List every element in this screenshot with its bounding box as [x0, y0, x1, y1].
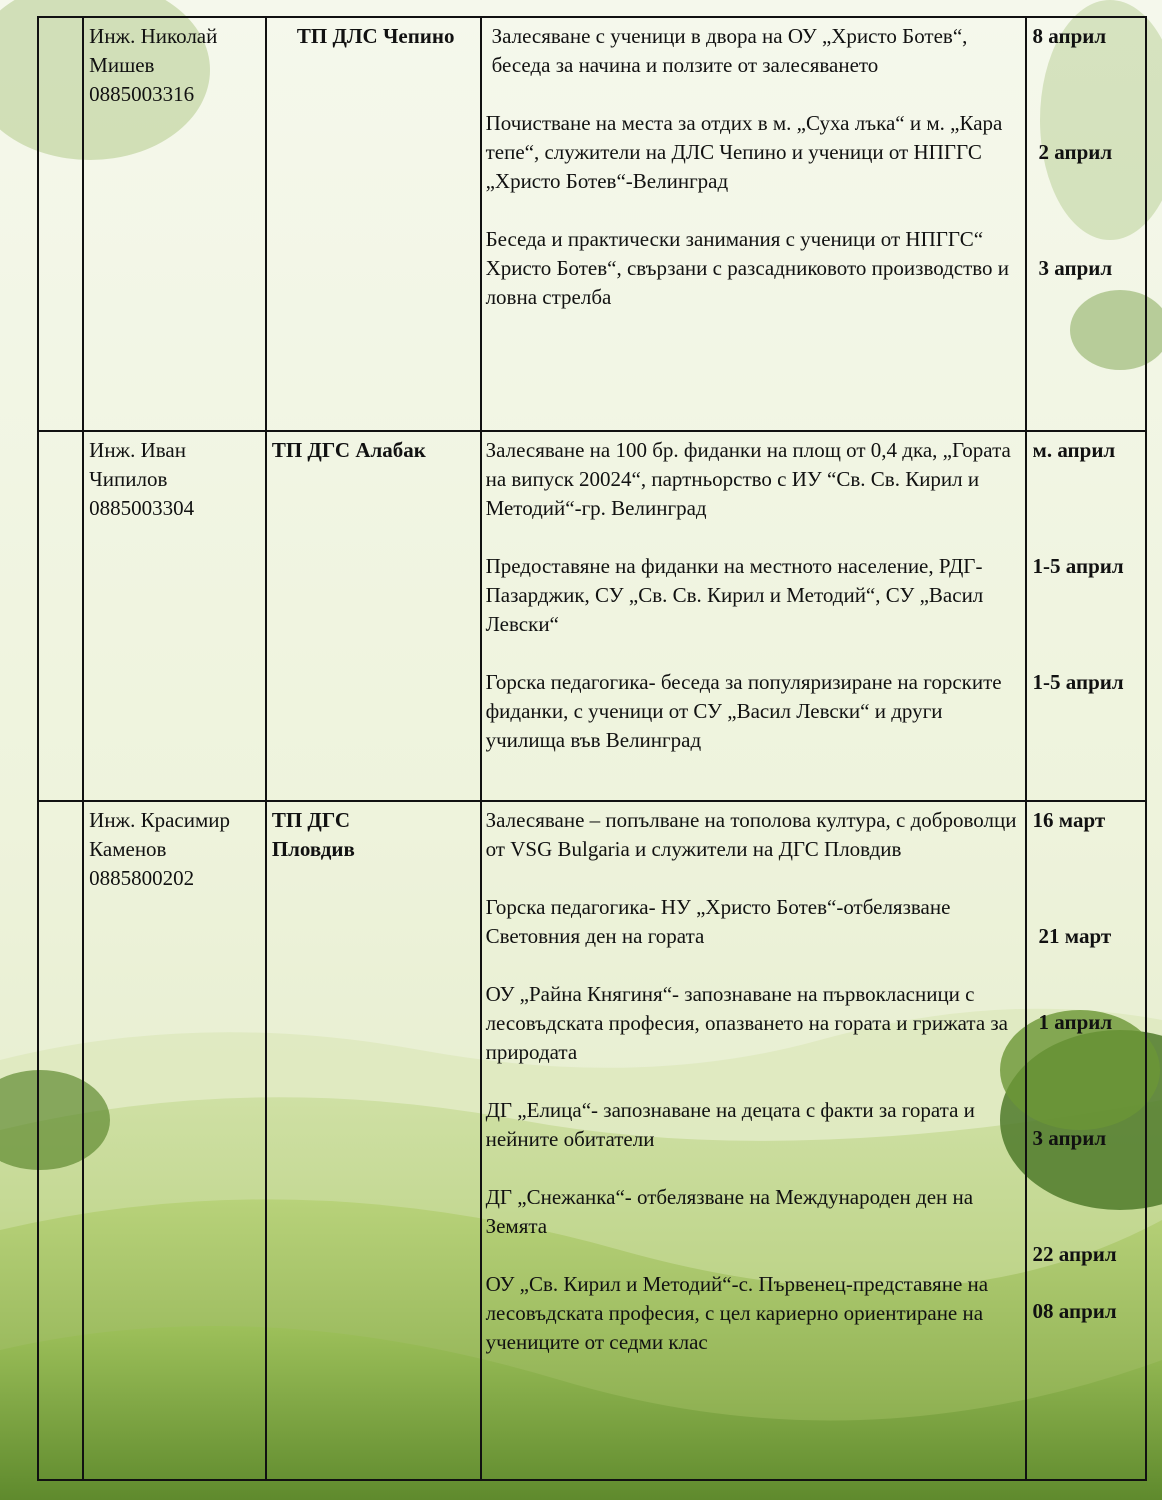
unit-cell [266, 17, 481, 431]
activity-date: 1 април [1038, 1010, 1113, 1034]
activity-date: 1-5 април [1032, 554, 1124, 578]
row-number-cell [38, 17, 83, 431]
contact-name: Инж. Красимир [89, 808, 230, 832]
dates-cell [1026, 801, 1146, 1480]
contact-phone: 0885003304 [89, 496, 195, 520]
unit-name-line1: ТП ДГС [271, 808, 351, 832]
activity-text: ДГ „Снежанка“- отбелязване на Международен ден на Земята [485, 1185, 974, 1238]
table-row [38, 17, 1146, 431]
activity-text: Горска педагогика- НУ „Христо Ботев“-отбелязване Световния ден на гората [485, 895, 951, 948]
contact-name: Инж. Николай [89, 24, 218, 48]
activity-date: 16 март [1032, 808, 1106, 832]
activity-text: Залесяване на 100 бр. фиданки на площ от 0,4 дка, „Гората на випуск 20024“, партньорство с ИУ “Св. Св. Кирил и Методий“-гр. Велинград [485, 438, 1011, 520]
activity-text: ОУ „Райна Княгиня“- запознаване на първокласници с лесовъдската професия, опазването на гората и грижата за природата [485, 982, 1009, 1064]
contact-surname: Чипилов [89, 467, 168, 491]
contact-surname: Каменов [89, 837, 167, 861]
unit-name: ТП ДГС Алабак [271, 438, 426, 462]
activity-date: 3 април [1038, 256, 1113, 280]
activity-text: ДГ „Елица“- запознаване на децата с факти за гората и нейните обитатели [485, 1098, 975, 1151]
contact-cell [83, 17, 266, 431]
activity-text: Горска педагогика- беседа за популяризиране на горските фиданки, с ученици от СУ „Васил Левски“ и други училища във Велинград [485, 670, 1002, 752]
activity-text: Залесяване – попълване на тополова култура, с доброволци от VSG Bulgaria и служители на ДГС Пловдив [485, 808, 1017, 861]
activity-date: 2 април [1038, 140, 1113, 164]
contact-phone: 0885003316 [89, 82, 195, 106]
activity-date: 1-5 април [1032, 670, 1124, 694]
activity-date: 08 април [1032, 1299, 1117, 1323]
activity-text: ОУ „Св. Кирил и Методий“-с. Първенец-представяне на лесовъдската професия, с цел кариерно ориентиране на учениците от седми клас [485, 1272, 989, 1354]
activities-table [37, 16, 1147, 1481]
activities-cell [481, 801, 1026, 1480]
activity-text: Залесяване с ученици в двора на ОУ „Христо Ботев“, беседа за начина и ползите от залесяването [491, 24, 968, 77]
activities-cell [481, 431, 1026, 801]
row-number-cell [38, 801, 83, 1480]
dates-cell [1026, 431, 1146, 801]
activity-text: Почистване на места за отдих в м. „Суха лъка“ и м. „Кара тепе“, служители на ДЛС Чепино и ученици от НПГГС „Христо Ботев“-Велинград [485, 111, 1003, 193]
unit-name: ТП ДЛС Чепино [296, 24, 455, 48]
activity-date: 22 април [1032, 1242, 1117, 1266]
unit-cell [266, 431, 481, 801]
table-row [38, 801, 1146, 1480]
activity-date: 3 април [1032, 1126, 1107, 1150]
dates-cell [1026, 17, 1146, 431]
activity-date: 21 март [1038, 924, 1112, 948]
contact-surname: Мишев [89, 53, 155, 77]
activity-text: Предоставяне на фиданки на местното население, РДГ-Пазарджик, СУ „Св. Св. Кирил и Методий“, СУ „Васил Левски“ [485, 554, 984, 636]
activities-cell [481, 17, 1026, 431]
activity-text: Беседа и практически занимания с ученици от НПГГС“ Христо Ботев“, свързани с разсадниковото производство и ловна стрелба [485, 227, 1010, 309]
contact-phone: 0885800202 [89, 866, 195, 890]
activity-date: 8 април [1032, 24, 1107, 48]
unit-name-line2: Пловдив [271, 837, 355, 861]
contact-cell [83, 431, 266, 801]
contact-name: Инж. Иван [89, 438, 186, 462]
unit-cell [266, 801, 481, 1480]
contact-cell [83, 801, 266, 1480]
row-number-cell [38, 431, 83, 801]
table-row [38, 431, 1146, 801]
activity-date: м. април [1032, 438, 1116, 462]
